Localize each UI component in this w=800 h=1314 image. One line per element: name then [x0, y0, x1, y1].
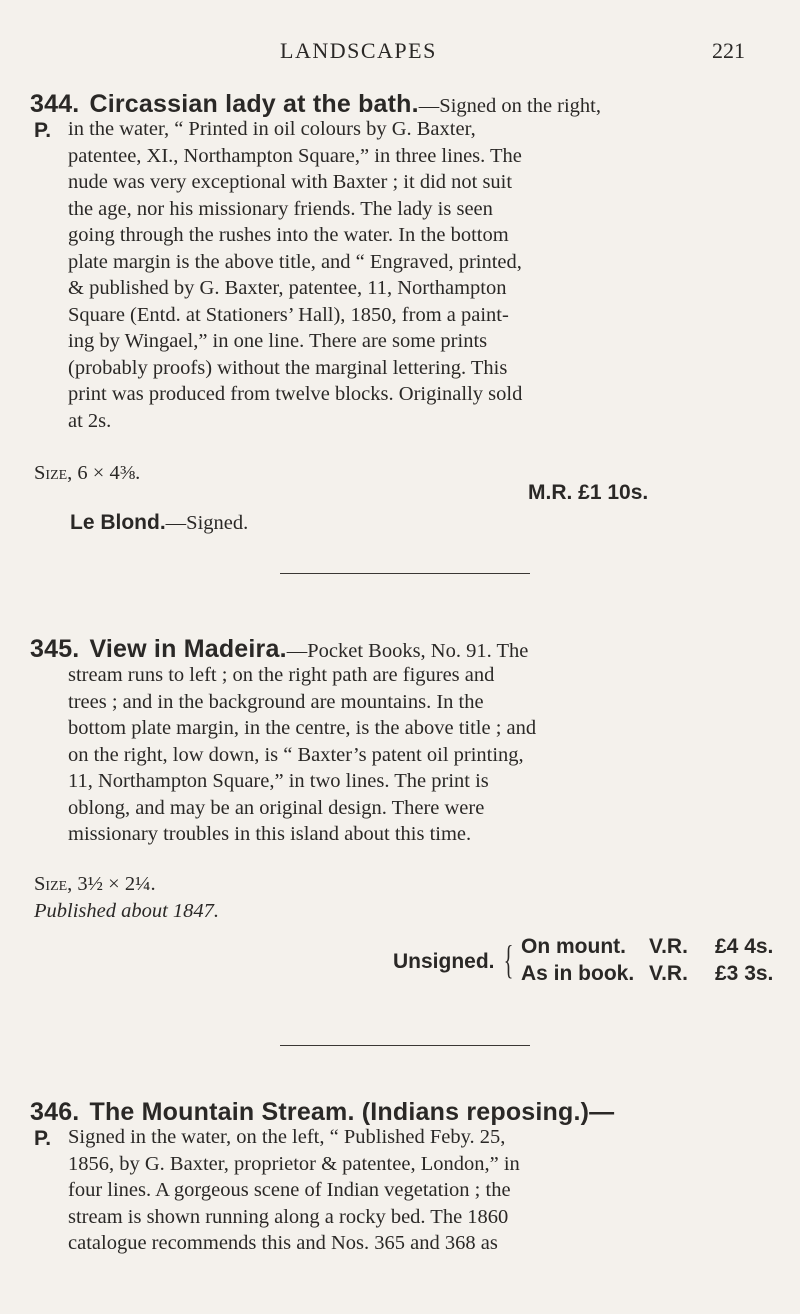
price-grade: V.R.	[649, 935, 688, 958]
entry-line: (probably proofs) without the marginal lettering. This	[68, 356, 508, 379]
entry-line: 1856, by G. Baxter, proprietor & patentee, London,” in	[68, 1152, 520, 1175]
entry-line: the age, nor his missionary friends. The lady is seen	[68, 197, 493, 220]
entry-line: 11, Northampton Square,” in two lines. The print is	[68, 770, 489, 792]
price-amount: £4 4s.	[715, 935, 774, 958]
size-value: 3½ × 2¼.	[77, 873, 156, 895]
price-label: As in book.	[521, 962, 635, 985]
entry-line: Square (Entd. at Stationers’ Hall), 1850, from a paint-	[68, 303, 509, 326]
entry-number: 344.	[30, 90, 80, 118]
entry-line: oblong, and may be an original design. There were	[68, 796, 485, 819]
entry-line: missionary troubles in this island about this time.	[68, 823, 472, 845]
size-label: Size,	[34, 462, 73, 484]
entry-line: stream is shown running along a rocky bed. The 1860	[68, 1205, 509, 1228]
running-title: LANDSCAPES	[280, 38, 437, 63]
entry-title: The Mountain Stream. (Indians reposing.)—	[89, 1098, 615, 1126]
entry-marker: P.	[34, 1127, 52, 1150]
entry-line: at 2s.	[68, 409, 112, 432]
entry-line: & published by G. Baxter, patentee, 11, Northampton	[68, 277, 507, 299]
entry-line: bottom plate margin, in the centre, is the above title ; and	[68, 717, 537, 739]
entry-line: catalogue recommends this and Nos. 365 and 368 as	[68, 1232, 498, 1254]
entry-line: trees ; and in the background are mountains. In the	[68, 690, 484, 713]
entry-title: View in Madeira.	[89, 635, 287, 663]
unsigned-label: Unsigned.	[393, 950, 495, 973]
entry-line: stream runs to left ; on the right path are figures and	[68, 664, 495, 686]
variant-name: Le Blond.	[70, 511, 166, 534]
entry-line: ing by Wingael,” in one line. There are some prints	[68, 330, 488, 352]
entry-line: going through the rushes into the water. In the bottom	[68, 224, 509, 246]
variant-note: —Signed.	[165, 512, 249, 534]
price-value: M.R. £1 10s.	[528, 481, 649, 504]
published-note: Published about 1847.	[34, 900, 220, 922]
page-number: 221	[712, 38, 745, 63]
entry-title: Circassian lady at the bath.	[89, 90, 419, 118]
size-value: 6 × 4⅜.	[77, 462, 141, 484]
size-label: Size,	[34, 873, 73, 895]
entry-line: four lines. A gorgeous scene of Indian vegetation ; the	[68, 1179, 511, 1201]
price-grade: V.R.	[649, 962, 688, 985]
entry-line: print was produced from twelve blocks. Originally sold	[68, 383, 523, 405]
price-amount: £3 3s.	[715, 962, 774, 985]
entry-marker: P.	[34, 119, 52, 142]
price-label: On mount.	[521, 935, 626, 958]
entry-line: nude was very exceptional with Baxter ; it did not suit	[68, 171, 513, 193]
entry-line: on the right, low down, is “ Baxter’s patent oil printing,	[68, 743, 524, 766]
entry-line: patentee, XI., Northampton Square,” in three lines. The	[68, 144, 522, 167]
entry-line: —Pocket Books, No. 91. The	[286, 640, 529, 662]
entry-number: 346.	[30, 1098, 80, 1126]
entry-line: in the water, “ Printed in oil colours by G. Baxter,	[68, 118, 476, 140]
entry-line: Signed in the water, on the left, “ Published Feby. 25,	[68, 1126, 506, 1148]
brace: {	[503, 937, 514, 982]
entry-body	[68, 1124, 772, 1257]
entry-line: plate margin is the above title, and “ Engraved, printed,	[68, 250, 522, 273]
entry-line: —Signed on the right,	[418, 95, 602, 117]
entry-number: 345.	[30, 635, 80, 663]
